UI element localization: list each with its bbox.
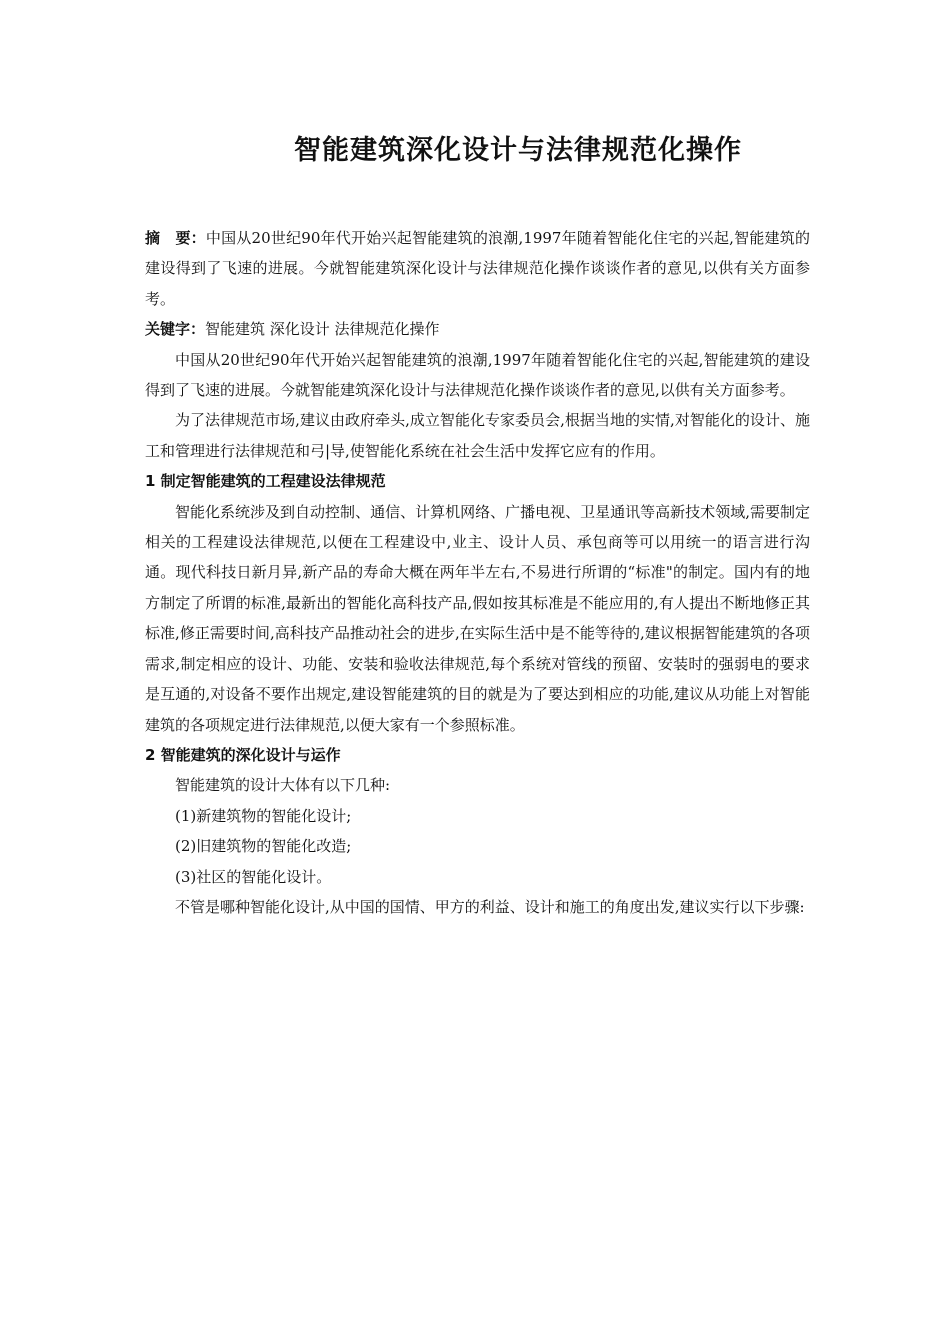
- abstract-label: 摘 要：: [145, 229, 206, 247]
- keywords-paragraph: [145, 314, 810, 344]
- section-2-lead: 智能建筑的设计大体有以下几种:: [175, 776, 391, 795]
- document-body: [145, 223, 810, 922]
- intro-paragraph-2: 为了法律规范市场,建议由政府牵头,成立智能化专家委员会,根据当地的实情,对智能化的设计、施工和管理进行法律规范和弓|导,使智能化系统在社会生活中发挥它应有的作用。: [145, 411, 810, 460]
- keywords-text: 智能建筑 深化设计 法律规范化操作: [205, 320, 440, 339]
- section-1-paragraph: 智能化系统涉及到自动控制、通信、计算机网络、广播电视、卫星通讯等高新技术领域,需要制定相关的工程建设法律规范,以便在工程建设中,业主、设计人员、承包商等可以用统一的语言进行沟通。现代科技日新月异,新产品的寿命大概在两年半左右,不易进行所谓的“标准"的制定。国内有的地方制定了所谓的标准,最新出的智能化高科技产品,假如按其标准是不能应用的,有人提出不断地修正其标准,修正需要时间,高科技产品推动社会的进步,在实际生活中是不能等待的,建议根据智能建筑的各项需求,制定相应的设计、功能、安装和验收法律规范,每个系统对管线的预留、安装时的强弱电的要求是互通的,对设备不要作出规定,建设智能建筑的目的就是为了要达到相应的功能,建议从功能上对智能建筑的各项规定进行法律规范,以便大家有一个参照标准。: [145, 502, 810, 734]
- list-item: (2)旧建筑物的智能化改造;: [175, 837, 352, 856]
- section-1-heading: 1 制定智能建筑的工程建设法律规范: [145, 472, 386, 491]
- list-item: (3)社区的智能化设计。: [175, 867, 332, 886]
- section-2-closing: 不管是哪种智能化设计,从中国的国情、甲方的利益、设计和施工的角度出发,建议实行以下步骤:: [175, 897, 805, 916]
- intro-paragraph-1: 中国从20世纪90年代开始兴起智能建筑的浪潮,1997年随着智能化住宅的兴起,智能建筑的建设得到了飞速的进展。今就智能建筑深化设计与法律规范化操作谈谈作者的意见,以供有关方面参考。: [145, 350, 810, 400]
- keywords-label: 关键字：: [145, 320, 206, 339]
- section-2-heading: 2 智能建筑的深化设计与运作: [145, 745, 341, 764]
- document-title: 智能建筑深化设计与法律规范化操作: [294, 135, 742, 166]
- abstract-paragraph: [145, 223, 810, 314]
- list-item: (1)新建筑物的智能化设计;: [175, 806, 352, 825]
- abstract-text: 中国从20世纪90年代开始兴起智能建筑的浪潮,1997年随着智能化住宅的兴起,智能建筑的建设得到了飞速的进展。今就智能建筑深化设计与法律规范化操作谈谈作者的意见,以供有关方面参考。: [145, 229, 810, 308]
